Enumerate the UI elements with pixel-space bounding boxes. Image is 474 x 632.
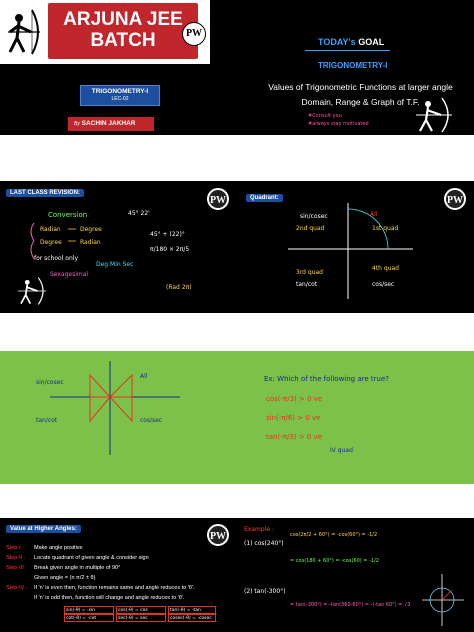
step-3 [6,565,120,571]
step-3b-text: Given angle = (n π/2 ± θ) [34,575,96,581]
step-2 [6,555,149,561]
note-2: #always stay motivated [308,121,369,127]
option-1: cos(-π/3) > 0 ve [266,395,323,403]
table-cell: sin(-θ) = -sin [64,606,114,614]
school-note: for school only [34,255,78,262]
banner-title-line2: BATCH [90,30,156,51]
option-3: tan(-π/3) > 0 ve [266,433,322,441]
example-2-work: = tan(-300°) = -tan(360-60°) = -(-tan 60°) = √3 [290,602,411,608]
identity-table [64,606,216,630]
step-2-text: Locate quadrant of given angle & consider sign [34,555,149,561]
step-3-tag: Step-III : [6,565,27,571]
today-label: TODAY's [318,37,356,47]
degree-note: Degree [80,226,102,233]
step-1-text: Make angle positive [34,545,83,551]
goal-description-line2: Domain, Range & Graph of T.F. [301,97,420,107]
step-1-tag: Step-I : [6,545,24,551]
step-1 [6,545,83,551]
quadrant-mini-sketch [420,570,466,628]
goal-divider [305,50,390,51]
radian-note-2: Radian [80,239,101,246]
slide-title [0,0,474,135]
quadrant-1st: 1st quad [372,225,399,232]
example-1: (1) cos(240°) [244,540,284,547]
quadrant-3rd: 3rd quad [296,269,323,276]
lecture-number: LEC-02 [111,96,129,102]
slide-higher-angles [0,518,474,632]
step-3b [6,575,95,581]
last-class-revision-label: LAST CLASS REVISION: [6,189,84,197]
note-1: #Consult you [308,113,342,119]
example-2: (2) tan(-300°) [244,588,286,595]
step-2-tag: Step-II : [6,555,26,561]
slide-revision [0,181,474,313]
banner-title-line1: ARJUNA JEE [63,9,183,30]
step-4-tag: Step-IV : [6,585,28,591]
todays-goal-heading [318,37,384,47]
quadrant-sin-cosec: sin/cosec [300,213,328,220]
table-cell: sec(-θ) = sec [116,614,166,622]
quadrant-4th: 4th quad [372,265,399,272]
formula-4: (Rad 2π) [166,284,192,291]
lecture-box [80,85,160,106]
question-text: Ex: Which of the following are true? [264,375,389,383]
label-sin-cosec: sin/cosec [36,379,64,386]
radian-note: Radian [40,226,61,233]
example-1-work-2: = cos(180 + 60°) = -cos(60) = -1/2 [290,558,379,564]
formula-3: π/180 × 2π/5 [150,246,190,253]
archer-watermark-icon [14,276,50,306]
degree-note-2: Degree [40,239,62,246]
step-3-text: Break given angle in multiple of 90° [34,565,121,571]
step-4-text: If 'n' is even then, function remains same and angle reduces to 'θ'. [34,585,195,591]
label-tan-cot: tan/cot [36,417,58,424]
archer-logo-icon [4,6,44,58]
table-cell: cot(-θ) = -cot [64,614,114,622]
sexagesimal-note: Sexagesimal [50,271,89,278]
value-at-higher-angles-label: Value at Higher Angles: [6,525,81,533]
table-cell: tan(-θ) = -tan [168,606,216,614]
iv-quad-note: IV quad [330,447,353,454]
goal-description-line1: Values of Trigonometric Functions at larger angle [268,82,453,92]
quadrant-cos-sec: cos/sec [372,281,395,288]
quadrant-tan-cot: tan/cot [296,281,318,288]
bracket-sketch [24,221,84,271]
batch-banner [0,0,210,64]
pw-logo-icon: PW [207,188,229,210]
author-tag [68,117,154,131]
label-all: All [140,373,148,380]
table-cell: cosec(-θ) = -cosec [168,614,216,622]
example-1-work: cos(2π/2 + 60°) = -cos(60°) = -1/2 [290,532,378,538]
table-cell: cos(-θ) = cos [116,606,166,614]
pw-logo-icon: PW [182,22,206,46]
conversion-note: Conversion [48,211,88,219]
step-4b-text: If 'n' is odd then, function will change and angle reduces to 'θ'. [34,595,185,601]
lecture-title: TRIGONOMETRY-I [91,88,149,95]
example-label: Example : [244,526,274,533]
quadrant-all: All [370,211,378,218]
formula-2: 45° + (22)° [150,231,185,238]
pw-logo-icon: PW [207,524,229,546]
step-4 [6,585,194,591]
step-4b [6,595,184,601]
archer-watermark-icon [412,96,456,134]
slide-example [0,351,474,484]
quadrant-label: Quadrant: [246,194,283,202]
quadrant-sketch [40,359,190,459]
deg-min-sec-note: Deg Min Sec [96,261,134,268]
author-name: SACHIN JAKHAR [81,120,136,127]
pw-logo-icon: PW [444,188,466,210]
option-2: sin(-π/6) > 0 ve [266,414,321,422]
goal-topic: TRIGONOMETRY-I [318,61,388,70]
author-by: By [74,121,80,127]
formula-1: 45° 22' [128,210,150,217]
quadrant-2nd: 2nd quad [296,225,325,232]
label-cos-sec: cos/sec [140,417,163,424]
goal-label: GOAL [358,37,385,47]
